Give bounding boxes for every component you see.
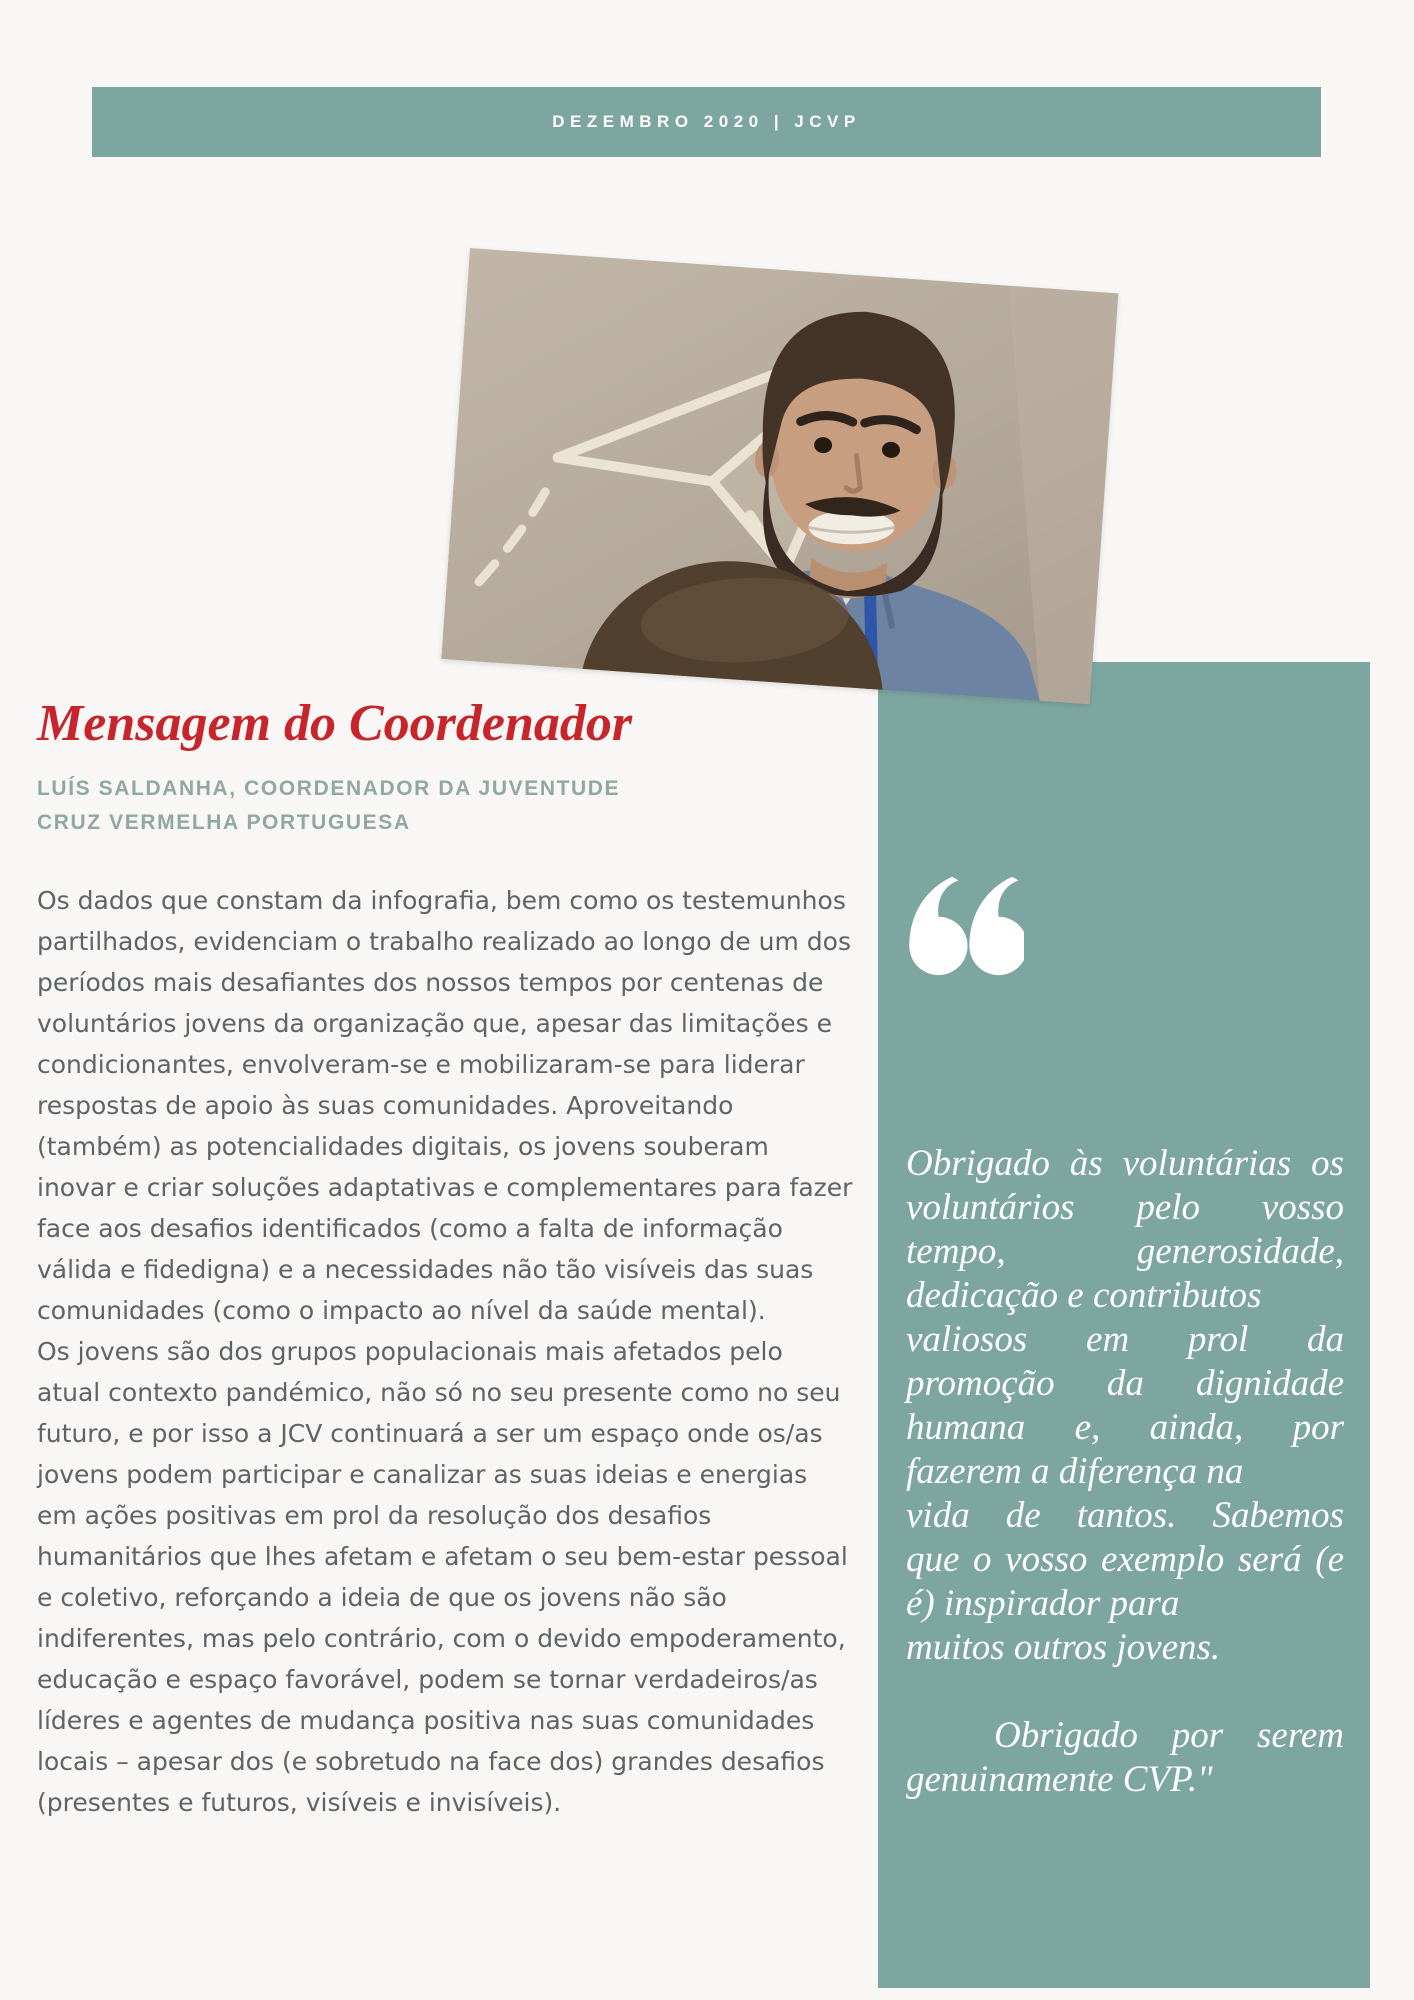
quote-line: é) inspirador para [906,1583,1180,1624]
quote-line: muitos outros jovens. [906,1627,1221,1668]
article-column [37,694,853,1823]
issue-banner [92,87,1321,157]
quote-line: Obrigado por serem [994,1715,1344,1756]
quote-line: Obrigado às voluntárias os [906,1143,1344,1184]
quote-panel [878,662,1370,1988]
quote-line: fazerem a diferença na [906,1451,1244,1492]
quote-line: voluntários pelo vosso [906,1187,1344,1228]
article-body [37,880,853,1823]
body-paragraph: Os jovens são dos grupos populacionais mais afetados pelo atual contexto pandémico, não só no seu presente como no seu futuro, e por isso a JCV continuará a ser um espaço onde os/as jovens podem participar e canalizar as suas ideias e energias em ações positivas em prol da resolução dos desafios humanitários que lhes afetam e afetam o seu bem-estar pessoal e coletivo, reforçando a ideia de que os jovens não são indiferentes, mas pelo contrário, com o devido empoderamento, educação e espaço favorável, podem se tornar verdadeiros/as líderes e agentes de mudança positiva nas suas comunidades locais – apesar dos (e sobretudo na face dos) grandes desafios (presentes e futuros, visíveis e invisíveis). [37,1337,848,1817]
quotation-mark-icon [902,874,1024,976]
subtitle-line: LUÍS SALDANHA, COORDENADOR DA JUVENTUDE [37,777,621,800]
quote-text [906,1142,1344,1802]
quote-line: promoção da dignidade [906,1363,1344,1404]
page-title: Mensagem do Coordenador [37,695,633,752]
quote-line: dedicação e contributos [906,1275,1262,1316]
quote-line: tempo, generosidade, [906,1231,1344,1272]
article-subtitle [37,772,853,840]
body-paragraph: Os dados que constam da infografia, bem como os testemunhos partilhados, evidenciam o trabalho realizado ao longo de um dos períodos mais desafiantes dos nossos tempos por centenas de voluntários jovens da organização que, apesar das limitações e condicionantes, envolveram-se e mobilizaram-se para liderar respostas de apoio às suas comunidades. Aproveitando (também) as potencialidades digitais, os jovens souberam inovar e criar soluções adaptativas e complementares para fazer face aos desafios identificados (como a falta de informação válida e fidedigna) e a necessidades não tão visíveis das suas comunidades (como o impacto ao nível da saúde mental). [37,886,853,1325]
quote-line: vida de tantos. Sabemos [906,1495,1344,1536]
issue-banner-label: DEZEMBRO 2020 | JCVP [552,112,861,131]
quote-line: valiosos em prol da [906,1319,1344,1360]
quote-line: humana e, ainda, por [906,1407,1344,1448]
coordinator-photo [441,248,1118,704]
subtitle-line: CRUZ VERMELHA PORTUGUESA [37,811,411,834]
quote-line: que o vosso exemplo será (e [906,1539,1344,1580]
quote-line: genuinamente CVP." [906,1759,1213,1800]
photo-illustration [441,248,1118,704]
